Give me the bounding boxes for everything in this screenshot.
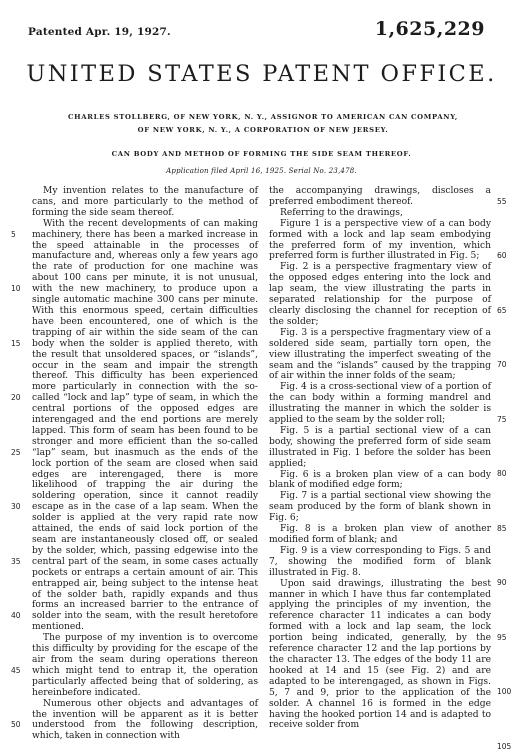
body-paragraph: the accompanying drawings, discloses a preferred embodiment thereof. (269, 186, 491, 207)
line-number: 40 (11, 611, 21, 621)
line-number: 30 (11, 502, 21, 512)
line-number: 50 (11, 720, 21, 730)
body-paragraph: Fig. 6 is a broken plan view of a can body blank of modified edge form; (269, 469, 491, 491)
patent-date: Patented Apr. 19, 1927. (28, 26, 171, 38)
left-text-column (32, 186, 258, 742)
line-number: 20 (11, 393, 21, 403)
body-paragraph: Figure 1 is a perspective view of a can body formed with a lock and lap seam embodying the preferred form of my invention, which preferred form is further illustrated in Fig. 5; (269, 218, 491, 262)
line-number: 60 (497, 251, 507, 261)
line-number: 25 (11, 447, 21, 457)
body-paragraph: Upon said drawings, illustrating the best manner in which I have thus far contemplated applying the principles of my invention, the reference character 11 indicates a can body formed with a lock and lap seam, the lock portion being indicated, generally, by the reference character 12 and the lap portions by the character 13. The edges of the body 11 are hooked at 14 and 15 (see Fig. 2) and are adapted to be interengaged, as shown in Figs. 5, 7 and 9, prior to the application of the solder. A channel 16 is formed in the edge having the hooked portion 14 and is adapted to receive solder from (269, 578, 491, 731)
body-paragraph: Fig. 7 is a partial sectional view showing the seam produced by the form of blank shown in Fig. 6; (269, 491, 491, 524)
body-paragraph: With the recent developments of can making machinery, there has been a marked increase in the speed attainable in the processes of manufacture and, whereas only a few years ago the rate of production for one machine was about 100 cans per minute, it is not unusual, with the new machinery, to produce upon a single automatic machine 300 cans per minute. With this enormous speed, certain difficulties have been encountered, one of which is the trapping of air within the side seam of the can body when the solder is applied thereto, with the result that unsoldered spaces, or “islands”, occur in the seam and impair the strength thereof. This difficulty has been experienced more particularly in connection with the so-called “lock and lap” type of seam, in which the central portions of the opposed edges are interengaged and the end portions are merely lapped. This form of seam has been found to be stronger and more efficient than the so-called “lap” seam, but inasmuch as the ends of the lock portion of the seam are closed when said edges are interengaged, there is more likelihood of trapping the air during the soldering operation, since it cannot readily escape as in the case of a lap seam. When the solder is applied at the very rapid rate now attained, the ends of said lock portion of the seam are instantaneously closed off, or sealed by the solder, which, passing edgewise into the central part of the seam, in some cases actually pockets or entraps a certain amount of air. This entrapped air, being subject to the intense heat of the solder bath, rapidly expands and thus forms an increased barrier to the entrance of solder into the seam, with the result heretofore mentioned. (32, 218, 258, 633)
line-number: 55 (497, 196, 507, 206)
line-number: 45 (11, 665, 21, 675)
line-number: 5 (11, 229, 16, 239)
body-paragraph: Fig. 5 is a partial sectional view of a can body, showing the preferred form of side seam illustrated in Fig. 1 before the solder has been applied; (269, 425, 491, 469)
body-paragraph: The purpose of my invention is to overcome this difficulty by providing for the escape of the air from the seam during operations thereon which might tend to entrap it, the operation particularly affected being that of soldering, as hereinbefore indicated. (32, 633, 258, 698)
line-number: 65 (497, 305, 507, 315)
body-paragraph: Fig. 4 is a cross-sectional view of a portion of the can body within a forming mandrel and illustrating the manner in which the solder is applied to the seam by the solder roll; (269, 382, 491, 426)
office-title: UNITED STATES PATENT OFFICE. (26, 61, 497, 87)
application-line: Application filed April 16, 1925. Serial No. 23,478. (166, 167, 357, 175)
right-text-column (269, 186, 491, 731)
line-number: 10 (11, 284, 21, 294)
patent-number: 1,625,229 (374, 18, 485, 40)
line-number: 90 (497, 578, 507, 588)
line-number: 70 (497, 360, 507, 370)
body-paragraph: Fig. 2 is a perspective fragmentary view of the opposed edges entering into the lock and lap seam, the view illustrating the parts in separated relationship for the purpose of clearly disclosing the channel for reception of the solder; (269, 262, 491, 327)
inventor-line: CHARLES STOLLBERG, OF NEW YORK, N. Y., ASSIGNOR TO AMERICAN CAN COMPANY, (68, 113, 458, 121)
body-paragraph: Referring to the drawings, (280, 207, 403, 218)
inventor-heading (14, 111, 512, 137)
line-number: 75 (497, 414, 507, 424)
invention-title: CAN BODY AND METHOD OF FORMING THE SIDE SEAM THEREOF. (111, 150, 412, 158)
body-paragraph: Fig. 3 is a perspective fragmentary view of a soldered side seam, partially torn open, the view illustrating the imperfect sweating of the seam and the “islands” caused by the trapping of air within the inner folds of the seam; (269, 327, 491, 382)
line-number: 35 (11, 556, 21, 566)
body-paragraph: Numerous other objects and advantages of the invention will be apparent as it is better understood from the following description, which, taken in connection with (32, 698, 258, 742)
body-paragraph: Fig. 8 is a broken plan view of another modified form of blank; and (269, 524, 491, 545)
body-paragraph: Fig. 9 is a view corresponding to Figs. 5 and 7, showing the modified form of blank illustrated in Fig. 8. (269, 545, 491, 578)
body-paragraph: My invention relates to the manufacture of cans, and more particularly to the method of forming the side seam thereof. (32, 186, 258, 218)
line-number: 100 (497, 687, 512, 697)
line-number: 95 (497, 632, 507, 642)
inventor-line: OF NEW YORK, N. Y., A CORPORATION OF NEW JERSEY. (137, 126, 389, 134)
line-number: 105 (497, 741, 512, 751)
line-number: 80 (497, 469, 507, 479)
line-number: 85 (497, 523, 507, 533)
line-number: 15 (11, 338, 21, 348)
